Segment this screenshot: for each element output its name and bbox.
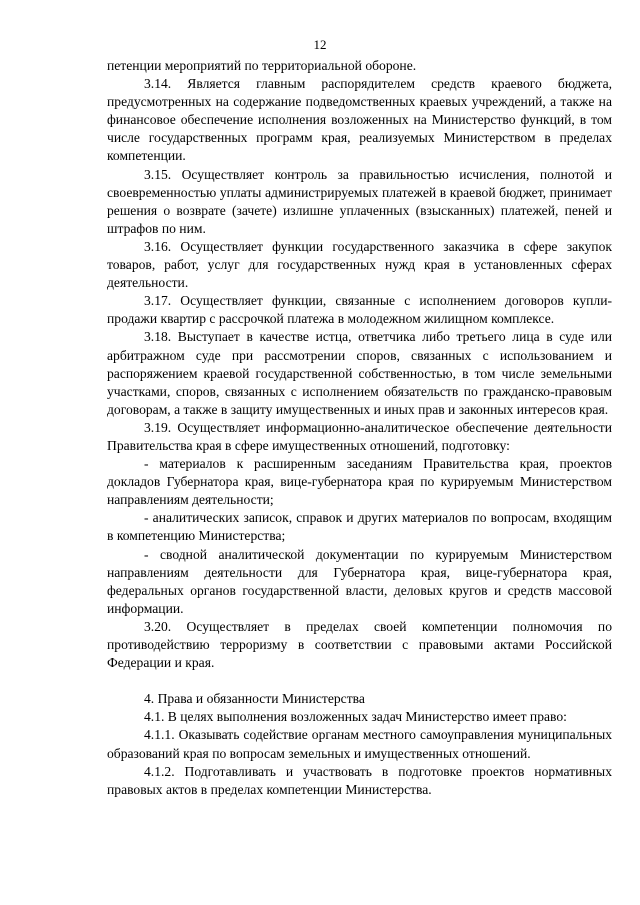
paragraph-4-1-2: 4.1.2. Подготавливать и участвовать в подготовке проектов нормативных правовых актов в пределах компетенции Министерства.	[107, 763, 612, 797]
paragraph-3-20: 3.20. Осуществляет в пределах своей компетенции полномочия по противодействию терроризму в соответствии с правовыми актами Российской Федерации и края.	[107, 618, 612, 671]
paragraph-3-18: 3.18. Выступает в качестве истца, ответчика либо третьего лица в суде или арбитражном суде при рассмотрении споров, связанных с использованием и распоряжением краевой государственной собственностью, в том числе земельными участками, споров, связанных с исполнением обязательств по гражданско-правовым договорам, а также в защиту имущественных и иных прав и законных интересов края.	[107, 329, 612, 417]
paragraph-4-1-1: 4.1.1. Оказывать содействие органам местного самоуправления муниципальных образований края по вопросам земельных и имущественных отношений.	[107, 727, 612, 761]
paragraph-3-17: 3.17. Осуществляет функции, связанные с исполнением договоров купли-продажи квартир с рассрочкой платежа в молодежном жилищном комплексе.	[107, 293, 612, 327]
paragraph-4-1: 4.1. В целях выполнения возложенных задач Министерство имеет право:	[144, 709, 567, 725]
paragraph-3-19: 3.19. Осуществляет информационно-аналитическое обеспечение деятельности Правительства края в сфере имущественных отношений, подготовку:	[107, 419, 612, 453]
list-item-materials: - материалов к расширенным заседаниям Правительства края, проектов докладов Губернатора края, вице-губернатора края по курируемым Министерством направлениям деятельности;	[107, 456, 612, 508]
document-body	[107, 57, 612, 799]
list-item-analytical-notes: - аналитических записок, справок и других материалов по вопросам, входящим в компетенцию Министерства;	[107, 510, 612, 544]
paragraph-continuation: петенции мероприятий по территориальной обороне.	[107, 58, 417, 73]
page-number: 12	[313, 37, 327, 52]
section-heading: 4. Права и обязанности Министерства	[144, 691, 365, 707]
paragraph-3-14: 3.14. Является главным распорядителем средств краевого бюджета, предусмотренных на содержание подведомственных краевых учреждений, а также на финансовое обеспечение исполнения возложенных на Министерство функций, в том числе государственных программ края, реализуемых Министерством в пределах компетенции.	[107, 76, 612, 164]
paragraph-3-15: 3.15. Осуществляет контроль за правильностью исчисления, полнотой и своевременностью уплаты администрируемых платежей в краевой бюджет, принимает решения о возврате (зачете) излишне уплаченных (взысканных) платежей, пеней и штрафов по ним.	[107, 166, 612, 236]
list-item-summary-documentation: - сводной аналитической документации по курируемым Министерством направлениям деятельности для Губернатора края, вице-губернатора края, федеральных органов государственной власти, деловых кругов и средств массовой информации.	[107, 546, 612, 616]
paragraph-3-16: 3.16. Осуществляет функции государственного заказчика в сфере закупок товаров, работ, услуг для государственных нужд края в установленных сферах деятельности.	[107, 238, 612, 291]
